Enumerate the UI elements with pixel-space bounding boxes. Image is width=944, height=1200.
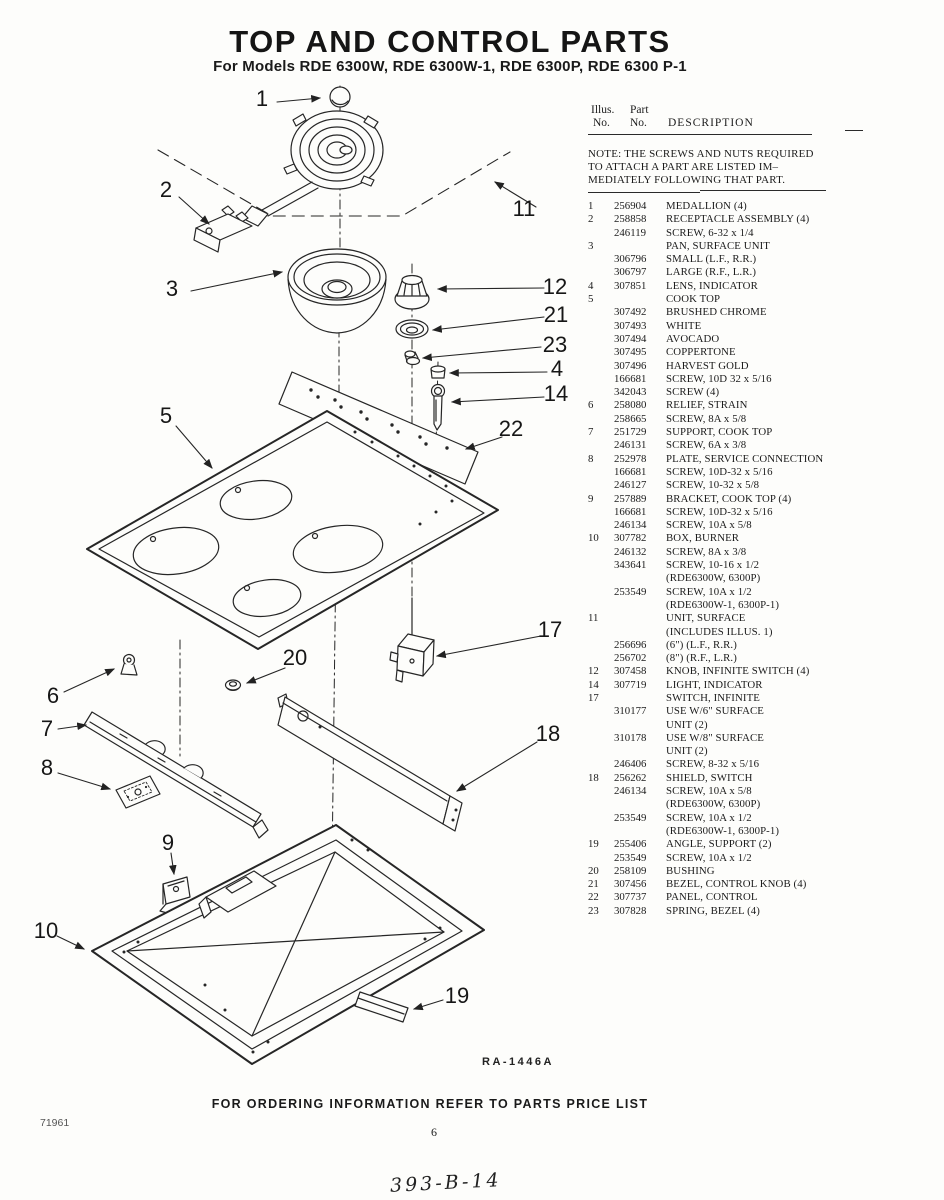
part-no-cell: 307851: [614, 279, 647, 292]
description-cell: SCREW, 8-32 x 5/16: [666, 758, 760, 771]
illus-no-cell: [588, 320, 614, 333]
handwritten-reference: 393-B-14: [389, 1169, 503, 1197]
callout-23: 23: [542, 332, 568, 357]
table-row: [588, 506, 840, 519]
illus-no-cell: 2: [588, 213, 594, 226]
callout-19: 19: [444, 983, 470, 1008]
note-line-2: TO ATTACH A PART ARE LISTED IM–: [588, 161, 779, 173]
illus-no-cell: [588, 639, 614, 652]
part-no-cell: 307737: [614, 891, 647, 904]
part-no-cell: 246131: [614, 439, 647, 452]
illus-no-cell: 8: [588, 452, 594, 465]
callout-10: 10: [33, 918, 59, 943]
illus-no-cell: [588, 825, 614, 838]
illus-no-cell: [588, 785, 614, 798]
part-no-cell: 253549: [614, 585, 647, 598]
table-row: [588, 891, 840, 904]
control-knob-bezel: [396, 320, 428, 338]
table-row: [588, 453, 840, 466]
table-row: [588, 758, 840, 771]
part-no-cell: 307458: [614, 665, 647, 678]
note-rule-left: [588, 192, 700, 193]
illus-no-cell: [588, 852, 614, 865]
indicator-light: [432, 385, 445, 431]
table-row: [588, 439, 840, 452]
description-cell: PANEL, CONTROL: [666, 891, 758, 904]
part-no-cell: 166681: [614, 505, 647, 518]
part-no-cell: 307828: [614, 904, 647, 917]
description-cell: (6") (L.F., R.R.): [666, 638, 737, 651]
surface-unit-pan: [288, 249, 386, 333]
illus-no-cell: [588, 266, 614, 279]
part-no-cell: 342043: [614, 386, 647, 399]
description-cell: COOK TOP: [666, 293, 721, 306]
illus-no-cell: [588, 253, 614, 266]
description-cell: USE W/8" SURFACE: [666, 731, 764, 744]
page-title: TOP AND CONTROL PARTS: [229, 24, 671, 59]
table-row: [588, 320, 840, 333]
part-no-cell: 343641: [614, 559, 647, 572]
table-row: [588, 852, 840, 865]
callout-12: 12: [542, 274, 568, 299]
description-cell: SCREW, 10A x 5/8: [666, 519, 752, 532]
description-cell: BEZEL, CONTROL KNOB (4): [666, 878, 807, 891]
table-row: [588, 213, 840, 226]
description-cell: ANGLE, SUPPORT (2): [666, 838, 772, 851]
callout-6: 6: [46, 683, 60, 708]
note-line-3: MEDIATELY FOLLOWING THAT PART.: [588, 174, 786, 186]
part-no-cell: 251729: [614, 426, 647, 439]
description-cell: SCREW, 10A x 1/2: [666, 585, 752, 598]
illus-no-cell: [588, 599, 614, 612]
description-cell: RECEPTACLE ASSEMBLY (4): [666, 213, 810, 226]
table-row: [588, 905, 840, 918]
illus-no-cell: 20: [588, 864, 599, 877]
description-cell: PLATE, SERVICE CONNECTION: [666, 452, 824, 465]
table-row: [588, 652, 840, 665]
callout-17: 17: [537, 617, 563, 642]
indicator-lens: [431, 366, 445, 378]
note-line-1: NOTE: THE SCREWS AND NUTS REQUIRED: [588, 148, 814, 160]
part-no-cell: 258665: [614, 412, 647, 425]
date-code: 71961: [40, 1117, 70, 1129]
illus-no-cell: [588, 466, 614, 479]
table-row: [588, 878, 840, 891]
illus-no-cell: [588, 572, 614, 585]
part-no-cell: 253549: [614, 811, 647, 824]
part-no-cell: [614, 612, 666, 625]
part-no-cell: 255406: [614, 838, 647, 851]
page-subtitle: For Models RDE 6300W, RDE 6300W-1, RDE 6300P, RDE 6300 P-1: [213, 58, 687, 75]
part-no-cell: [614, 825, 666, 838]
part-no-cell: [614, 798, 666, 811]
note-rule-right: [700, 190, 826, 191]
table-row: [588, 798, 840, 811]
part-no-cell: [614, 240, 666, 253]
table-row: [588, 240, 840, 253]
table-row: [588, 665, 840, 678]
description-cell: (RDE6300W-1, 6300P-1): [666, 824, 780, 837]
part-no-cell: 307496: [614, 359, 647, 372]
description-cell: KNOB, INFINITE SWITCH (4): [666, 665, 810, 678]
part-no-cell: 166681: [614, 372, 647, 385]
part-no-cell: 246406: [614, 758, 647, 771]
illus-no-cell: [588, 546, 614, 559]
bezel-spring: [405, 351, 420, 365]
table-row: [588, 493, 840, 506]
illus-no-cell: [588, 439, 614, 452]
description-cell: USE W/6" SURFACE: [666, 705, 764, 718]
callout-22: 22: [498, 416, 524, 441]
illus-no-cell: [588, 373, 614, 386]
description-cell: SHIELD, SWITCH: [666, 771, 753, 784]
callout-11: 11: [512, 196, 536, 221]
part-no-cell: [614, 293, 666, 306]
description-cell: SCREW, 8A x 5/8: [666, 412, 747, 425]
illus-no-cell: [588, 360, 614, 373]
description-cell: BRUSHED CHROME: [666, 306, 767, 319]
part-no-cell: [614, 626, 666, 639]
description-cell: SCREW, 6-32 x 1/4: [666, 226, 754, 239]
callout-18: 18: [535, 721, 561, 746]
table-row: [588, 772, 840, 785]
surface-unit-coil: [242, 111, 383, 226]
description-cell: LIGHT, INDICATOR: [666, 678, 763, 691]
table-row: [588, 639, 840, 652]
callout-5: 5: [159, 403, 173, 428]
parts-table: [588, 200, 840, 918]
page-number: 6: [431, 1125, 437, 1139]
part-no-cell: 306796: [614, 253, 647, 266]
support-angle: [355, 992, 408, 1022]
table-note: [588, 148, 814, 187]
part-no-cell: 258109: [614, 864, 647, 877]
callout-2: 2: [159, 177, 173, 202]
illus-no-cell: [588, 333, 614, 346]
table-row: [588, 732, 840, 745]
illus-no-cell: 1: [588, 200, 594, 212]
header-rule-right-tick: [845, 130, 863, 131]
illus-no-cell: 17: [588, 691, 599, 704]
illus-no-cell: [588, 705, 614, 718]
table-row: [588, 399, 840, 412]
part-no-cell: 307456: [614, 878, 647, 891]
part-no-cell: 246127: [614, 479, 647, 492]
callout-21: 21: [543, 302, 569, 327]
table-row: [588, 586, 840, 599]
description-cell: BUSHING: [666, 864, 715, 877]
table-row: [588, 306, 840, 319]
switch-shield: [278, 694, 462, 831]
table-row: [588, 479, 840, 492]
table-row: [588, 705, 840, 718]
illus-no-cell: 11: [588, 612, 599, 625]
table-row: [588, 200, 840, 213]
description-cell: UNIT, SURFACE: [666, 612, 746, 625]
description-cell: (8") (R.F., L.R.): [666, 652, 737, 665]
col-illus-label: Illus.: [591, 104, 615, 116]
callout-9: 9: [161, 830, 175, 855]
description-cell: SCREW, 6A x 3/8: [666, 439, 747, 452]
description-cell: LARGE (R.F., L.R.): [666, 266, 757, 279]
illus-no-cell: 5: [588, 293, 594, 306]
description-cell: SCREW (4): [666, 386, 720, 399]
description-cell: HARVEST GOLD: [666, 359, 749, 372]
illus-no-cell: [588, 386, 614, 399]
table-row: [588, 519, 840, 532]
description-cell: SCREW, 10A x 1/2: [666, 851, 752, 864]
table-row: [588, 426, 840, 439]
part-no-cell: 310177: [614, 705, 647, 718]
part-no-cell: 307492: [614, 306, 647, 319]
part-no-cell: [614, 745, 666, 758]
illus-no-cell: 23: [588, 904, 599, 917]
illus-no-cell: [588, 652, 614, 665]
burner-box: [92, 825, 484, 1064]
part-no-cell: [614, 692, 666, 705]
part-no-cell: 252978: [614, 452, 647, 465]
illus-no-cell: 18: [588, 771, 599, 784]
description-cell: AVOCADO: [666, 332, 720, 345]
table-row: [588, 745, 840, 758]
part-no-cell: 258858: [614, 213, 647, 226]
description-cell: SCREW, 10D-32 x 5/16: [666, 465, 773, 478]
illus-no-cell: 19: [588, 838, 599, 851]
table-row: [588, 532, 840, 545]
description-cell: COPPERTONE: [666, 346, 736, 359]
part-no-cell: 307493: [614, 319, 647, 332]
description-cell: SCREW, 10-16 x 1/2: [666, 559, 760, 572]
illus-no-cell: [588, 506, 614, 519]
table-row: [588, 346, 840, 359]
description-cell: SCREW, 10-32 x 5/8: [666, 479, 760, 492]
part-no-cell: 246132: [614, 545, 647, 558]
medallion: [330, 87, 350, 107]
table-row: [588, 227, 840, 240]
description-cell: (RDE6300W, 6300P): [666, 572, 761, 585]
illus-no-cell: [588, 586, 614, 599]
diagram-reference-code: RA-1446A: [482, 1056, 554, 1068]
table-row: [588, 253, 840, 266]
illus-no-cell: 12: [588, 665, 599, 678]
description-cell: SCREW, 10A x 1/2: [666, 811, 752, 824]
callout-7: 7: [40, 716, 54, 741]
description-cell: WHITE: [666, 319, 702, 332]
description-cell: SUPPORT, COOK TOP: [666, 426, 773, 439]
parts-table-body: [588, 200, 840, 918]
description-cell: SCREW, 8A x 3/8: [666, 545, 747, 558]
callout-3: 3: [165, 276, 179, 301]
description-cell: BOX, BURNER: [666, 532, 740, 545]
strain-relief: [121, 655, 137, 676]
table-row: [588, 612, 840, 625]
part-no-cell: 310178: [614, 731, 647, 744]
description-cell: UNIT (2): [666, 745, 708, 758]
description-cell: SCREW, 10D-32 x 5/16: [666, 505, 773, 518]
illus-no-cell: 10: [588, 532, 599, 545]
ordering-note: FOR ORDERING INFORMATION REFER TO PARTS PRICE LIST: [211, 1097, 649, 1111]
table-row: [588, 838, 840, 851]
illus-no-cell: [588, 758, 614, 771]
callout-8: 8: [40, 755, 54, 780]
part-no-cell: [614, 572, 666, 585]
part-no-cell: 246134: [614, 785, 647, 798]
illus-no-cell: 9: [588, 492, 594, 505]
illus-no-cell: 4: [588, 279, 594, 292]
table-row: [588, 413, 840, 426]
table-row: [588, 559, 840, 572]
infinite-switch-knob: [395, 276, 429, 310]
description-cell: MEDALLION (4): [666, 200, 747, 212]
part-no-cell: 256696: [614, 638, 647, 651]
table-row: [588, 692, 840, 705]
callout-1: 1: [255, 86, 269, 111]
table-row: [588, 626, 840, 639]
description-cell: SCREW, 10D 32 x 5/16: [666, 372, 772, 385]
infinite-switch: [390, 598, 434, 682]
table-row: [588, 280, 840, 293]
bushing: [226, 680, 241, 690]
illus-no-cell: [588, 745, 614, 758]
description-cell: LENS, INDICATOR: [666, 279, 758, 292]
description-cell: RELIEF, STRAIN: [666, 399, 748, 412]
table-row: [588, 333, 840, 346]
table-row: [588, 572, 840, 585]
table-row: [588, 546, 840, 559]
description-cell: SCREW, 10A x 5/8: [666, 785, 752, 798]
part-no-cell: 166681: [614, 465, 647, 478]
illus-no-cell: [588, 719, 614, 732]
callout-20: 20: [282, 645, 308, 670]
table-row: [588, 293, 840, 306]
part-no-cell: 253549: [614, 851, 647, 864]
part-no-cell: 256702: [614, 652, 647, 665]
part-no-cell: 256904: [614, 200, 647, 212]
part-no-cell: 307782: [614, 532, 647, 545]
illus-no-cell: [588, 227, 614, 240]
illus-no-cell: [588, 798, 614, 811]
illus-no-cell: [588, 559, 614, 572]
description-cell: SMALL (L.F., R.R.): [666, 253, 757, 266]
illus-no-cell: 7: [588, 426, 594, 439]
illus-no-cell: [588, 346, 614, 359]
illus-no-cell: [588, 413, 614, 426]
receptacle-assembly: [194, 206, 252, 252]
col-part-label: Part: [630, 104, 649, 116]
part-no-cell: 246134: [614, 519, 647, 532]
illus-no-cell: 6: [588, 399, 594, 412]
table-row: [588, 865, 840, 878]
callout-14: 14: [543, 381, 569, 406]
callout-4: 4: [550, 356, 564, 381]
service-connection-plate: [116, 776, 160, 808]
illus-no-cell: 14: [588, 678, 599, 691]
table-row: [588, 719, 840, 732]
cook-top-support: [84, 712, 268, 838]
illus-no-cell: [588, 812, 614, 825]
description-cell: BRACKET, COOK TOP (4): [666, 492, 792, 505]
part-no-cell: 307495: [614, 346, 647, 359]
table-row: [588, 266, 840, 279]
description-cell: (INCLUDES ILLUS. 1): [666, 625, 773, 638]
col-illus-no-label: No.: [593, 117, 610, 129]
table-row: [588, 679, 840, 692]
part-no-cell: 256262: [614, 771, 647, 784]
description-cell: PAN, SURFACE UNIT: [666, 239, 770, 252]
description-cell: SWITCH, INFINITE: [666, 691, 760, 704]
illus-no-cell: 21: [588, 878, 599, 891]
part-no-cell: 306797: [614, 266, 647, 279]
table-row: [588, 360, 840, 373]
illus-no-cell: 22: [588, 891, 599, 904]
illus-no-cell: [588, 479, 614, 492]
col-part-no-label: No.: [630, 117, 647, 129]
col-description-label: DESCRIPTION: [668, 117, 754, 129]
part-no-cell: 257889: [614, 492, 647, 505]
description-cell: (RDE6300W, 6300P): [666, 798, 761, 811]
illus-no-cell: [588, 519, 614, 532]
table-row: [588, 812, 840, 825]
table-row: [588, 373, 840, 386]
table-row: [588, 466, 840, 479]
illus-no-cell: [588, 626, 614, 639]
table-row: [588, 785, 840, 798]
table-row: [588, 386, 840, 399]
table-row: [588, 599, 840, 612]
part-no-cell: 258080: [614, 399, 647, 412]
part-no-cell: 246119: [614, 226, 646, 239]
description-cell: UNIT (2): [666, 718, 708, 731]
description-cell: (RDE6300W-1, 6300P-1): [666, 598, 780, 611]
illus-no-cell: [588, 732, 614, 745]
illus-no-cell: [588, 306, 614, 319]
part-no-cell: [614, 599, 666, 612]
part-no-cell: 307494: [614, 332, 647, 345]
table-row: [588, 825, 840, 838]
illus-no-cell: 3: [588, 239, 594, 252]
header-rule: [588, 134, 812, 135]
part-no-cell: [614, 719, 666, 732]
description-cell: SPRING, BEZEL (4): [666, 904, 760, 917]
part-no-cell: 307719: [614, 678, 647, 691]
